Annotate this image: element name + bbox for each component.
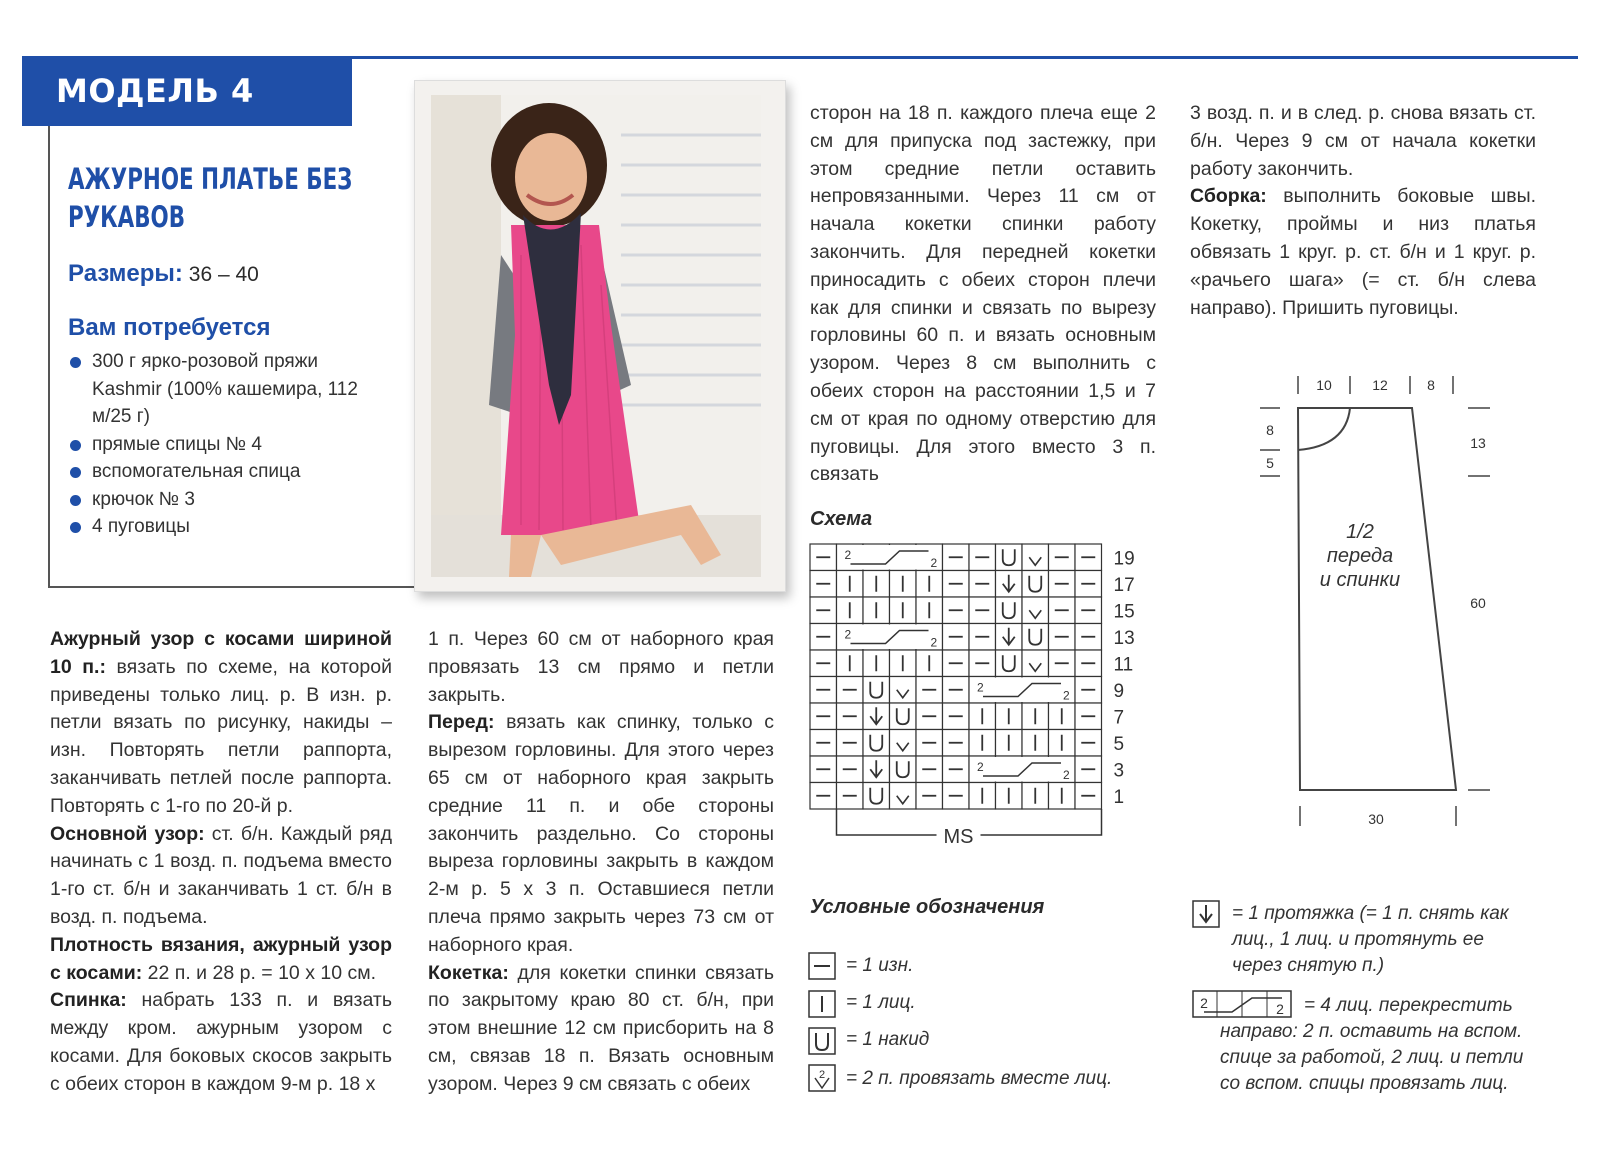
photo-image xyxy=(431,95,761,577)
row-number: 1 xyxy=(1113,786,1125,808)
materials-heading: Вам потребуется xyxy=(68,314,271,341)
row-number: 15 xyxy=(1113,601,1135,623)
svg-text:2: 2 xyxy=(1276,1001,1284,1017)
dress-illustration xyxy=(431,95,761,577)
scheme-title: Схема xyxy=(810,508,873,530)
para-bold: Ажурный узор с косами шириной 10 п.: xyxy=(50,628,392,678)
pattern-title xyxy=(68,160,396,236)
para-text: вязать как спинку, только с вырезом горловины. Для этого через 65 см от наборного края закрыть средние 11 п. и обе стороны закончить раздельно. Со стороны выреза горловины закрыть в каждом 2-м р. 5 х 3 п. Оставшиеся петли плеча прямо закрыть через 73 см от наборного края. xyxy=(428,711,774,956)
para-text: вязать по схеме, на которой приведены только лиц. р. В изн. р. петли вязать по рисунку, накиды – изн. Повторять петли раппорта, заканчивать петлей после раппорта. Повторять с 1-го по 20-й р. xyxy=(50,655,392,817)
legend-purl-symbol xyxy=(808,952,836,980)
legend-k2tog-symbol xyxy=(808,1064,836,1092)
list-item: вспомогательная спица xyxy=(68,458,368,486)
materials-list xyxy=(68,348,368,541)
row-number: 13 xyxy=(1113,627,1135,649)
cable-num: 2 xyxy=(977,760,984,774)
instructions-col-2 xyxy=(428,626,774,1099)
piece-label-2: переда xyxy=(1326,545,1394,567)
paragraph xyxy=(50,626,392,821)
para-bold: Основной узор: xyxy=(50,822,205,845)
dim-label-right-1: 13 xyxy=(1470,435,1486,451)
ms-label: MS xyxy=(943,826,974,848)
garment-schematic xyxy=(1250,370,1510,840)
piece-label-3: и спинки xyxy=(1319,569,1401,591)
para-text: набрать 133 п. и вязать между кром. ажурным узором с косами. Для боковых скосов закрыть с обеих сторон в каждом 9-м р. 18 х xyxy=(50,989,392,1095)
legend-skpo-line-1: = 1 протяжка (= 1 п. снять как xyxy=(1232,903,1509,924)
para-text: для кокетки спинки связать по закрытому краю 80 ст. б/н, при этом внешние 12 см присборить на 8 см, связав 18 п. Вязать основным узором. Через 9 см связать с обеих xyxy=(428,961,774,1095)
chart-cell xyxy=(996,650,1023,677)
instructions-col-3 xyxy=(810,100,1156,489)
paragraph xyxy=(50,987,392,1098)
legend-cable-line-1: = 4 лиц. перекрестить xyxy=(1304,995,1513,1016)
chart-cell xyxy=(890,703,917,730)
legend-knit: = 1 лиц. xyxy=(846,992,916,1013)
cable-bg xyxy=(970,757,1074,782)
list-item: прямые спицы № 4 xyxy=(68,431,368,459)
model-photo xyxy=(414,80,786,592)
dim-label-top-3: 8 xyxy=(1427,377,1435,393)
chart-cell xyxy=(863,783,890,810)
paragraph: 1 п. Через 60 см от наборного края провязать 13 см прямо и петли закрыть. xyxy=(428,628,774,706)
legend-k2tog: = 2 п. провязать вместе лиц. xyxy=(846,1068,1113,1089)
dim-label-bottom: 30 xyxy=(1368,811,1384,827)
para-bold: Кокетка: xyxy=(428,961,509,984)
cable-num: 2 xyxy=(977,680,984,695)
row-number: 5 xyxy=(1113,733,1125,755)
paragraph xyxy=(50,932,392,988)
intro-box xyxy=(48,126,428,588)
piece-label-1: 1/2 xyxy=(1346,521,1374,543)
paragraph: 3 возд. п. и в след. р. снова вязать ст. б/н. Через 9 см от начала кокетки работу закончить. xyxy=(1190,102,1536,180)
chart-cell xyxy=(863,730,890,757)
para-bold: Перед: xyxy=(428,711,495,734)
para-bold: Сборка: xyxy=(1190,185,1267,208)
dim-label-left-2: 5 xyxy=(1266,455,1274,471)
paragraph xyxy=(428,960,774,1099)
paragraph xyxy=(50,821,392,932)
legend-yarnover-symbol xyxy=(808,1027,836,1055)
paragraph xyxy=(428,709,774,959)
cable-bg xyxy=(838,545,942,570)
legend-cable-line-3: спице за работой, 2 лиц. и петли xyxy=(1220,1047,1524,1068)
list-item: крючок № 3 xyxy=(68,486,368,514)
row-number: 17 xyxy=(1113,574,1135,596)
sizes xyxy=(68,260,259,288)
instructions-col-4 xyxy=(1190,100,1536,322)
cable-num: 2 xyxy=(1063,768,1070,782)
row-number: 19 xyxy=(1113,548,1135,570)
row-number: 7 xyxy=(1113,707,1125,729)
legend-skpo-line-2: лиц., 1 лиц. и протянуть ее xyxy=(1232,929,1484,950)
chart-cell xyxy=(1022,624,1049,651)
para-text: 22 п. и 28 р. = 10 х 10 см. xyxy=(142,961,377,984)
legend-title: Условные обозначения xyxy=(810,896,1045,918)
cable-num: 2 xyxy=(844,627,852,642)
cable-num: 2 xyxy=(1063,688,1070,703)
title-line-1: АЖУРНОЕ ПЛАТЬЕ БЕЗ xyxy=(68,162,353,196)
legend-cable-line-4: со вспом. спицы провязать лиц. xyxy=(1220,1073,1509,1094)
row-number: 3 xyxy=(1113,760,1125,782)
sizes-label: Размеры: xyxy=(68,260,183,287)
cable-bg xyxy=(838,625,942,650)
legend-skpo-line-3: через снятую п.) xyxy=(1232,955,1385,976)
paragraph: сторон на 18 п. каждого плеча еще 2 см для припуска под застежку, при этом средние петли оставить непровязанными. Через 11 см от начала кокетки спинки работу закончить. Для передней кокетки приносадить с обеих сторон плечи как для спинки и связать по вырезу горловины 60 п. и вязать основным узором. Через 8 см выполнить с обеих сторон на расстоянии 1,5 и 7 см от края по одному отверстию для пуговицы. Для этого вместо 3 п. связать xyxy=(810,102,1156,486)
para-text: выполнить боковые швы. Кокетку, проймы и низ платья обвязать 1 круг. р. ст. б/н и 1 круг. р. «рачьего шага» (= ст. б/н слева направо). Пришить пуговицы. xyxy=(1190,185,1536,319)
paragraph xyxy=(1190,183,1536,322)
cable-bg xyxy=(970,678,1074,703)
legend-cable xyxy=(1220,993,1523,1097)
legend-yarnover: = 1 накид xyxy=(846,1029,930,1050)
para-text: ст. б/н. Каждый ряд начинать с 1 возд. п. подъема вместо 1-го ст. б/н и заканчивать 1 ст. б/н в возд. п. подъема. xyxy=(50,822,392,928)
garment-outline xyxy=(1298,408,1456,790)
chart-cell xyxy=(1022,571,1049,598)
dim-label-right-2: 60 xyxy=(1470,595,1486,611)
row-number: 9 xyxy=(1113,680,1125,702)
svg-text:2: 2 xyxy=(818,1069,826,1081)
dim-label-top-2: 12 xyxy=(1372,377,1388,393)
list-item: 4 пуговицы xyxy=(68,513,368,541)
dim-label-left-1: 8 xyxy=(1266,422,1274,438)
instructions-col-1 xyxy=(50,626,392,1099)
cable-num: 2 xyxy=(844,548,852,562)
svg-text:2: 2 xyxy=(1200,995,1208,1011)
legend-knit-symbol xyxy=(808,990,836,1018)
legend-skpo-symbol xyxy=(1192,900,1220,928)
para-bold: Спинка: xyxy=(50,989,127,1012)
legend-cable-line-2: направо: 2 п. оставить на вспом. xyxy=(1220,1021,1523,1042)
legend-purl: = 1 изн. xyxy=(846,955,914,976)
legend-skpo xyxy=(1232,901,1509,979)
chart-cell xyxy=(996,597,1023,624)
row-number: 11 xyxy=(1113,654,1134,676)
chart-cell xyxy=(890,756,917,783)
dim-label-top-1: 10 xyxy=(1316,377,1332,393)
cable-num: 2 xyxy=(930,556,938,570)
list-item: 300 г ярко-розовой пряжи Kashmir (100% кашемира, 112 м/25 г) xyxy=(68,348,368,431)
model-banner: МОДЕЛЬ 4 xyxy=(22,56,352,126)
chart-cell xyxy=(996,544,1023,571)
para-bold: Плотность вязания, ажурный узор с косами: xyxy=(50,933,392,984)
sizes-value: 36 – 40 xyxy=(188,263,259,286)
chart-cell xyxy=(863,677,890,704)
title-line-2: РУКАВОВ xyxy=(68,200,186,234)
cable-num: 2 xyxy=(930,635,938,650)
neckline-curve xyxy=(1298,408,1350,450)
stitch-chart xyxy=(806,540,1146,860)
